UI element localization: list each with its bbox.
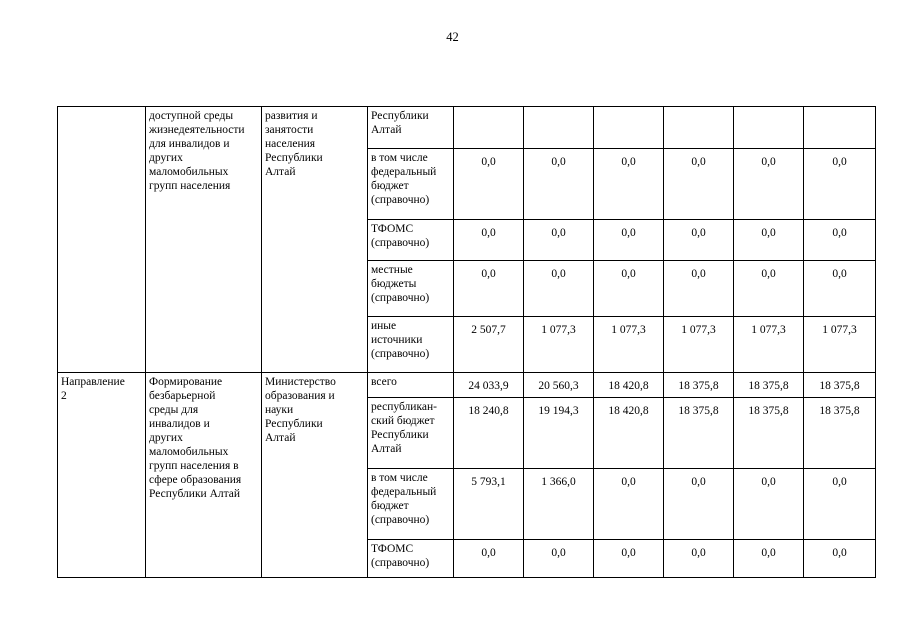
value-cell: 0,0 [454,149,524,220]
cell-line: Министерство [265,376,336,388]
cell-line: Республики [265,152,323,164]
funding-source-cell [368,107,454,149]
funding-source-cell [368,317,454,373]
cell-line: занятости [265,124,314,136]
value-cell: 18 375,8 [664,373,734,398]
cell-line: Республики Алтай [149,488,241,500]
value-cell: 18 375,8 [734,398,804,469]
value-cell: 0,0 [734,469,804,540]
value-cell: 0,0 [664,149,734,220]
value-cell [734,107,804,149]
cell-line: Алтай [371,443,402,455]
value-cell: 2 507,7 [454,317,524,373]
executor-cell [262,373,368,578]
value-cell: 0,0 [664,540,734,578]
cell-line: местные [371,264,413,276]
funding-source-cell [368,149,454,220]
cell-line: Алтай [371,124,402,136]
cell-line: для инвалидов и [149,138,230,150]
value-cell: 1 366,0 [524,469,594,540]
value-cell: 0,0 [664,220,734,261]
value-cell: 1 077,3 [734,317,804,373]
value-cell: 20 560,3 [524,373,594,398]
cell-line: инвалидов и [149,418,210,430]
cell-line: бюджеты [371,278,417,290]
value-cell: 0,0 [734,540,804,578]
value-cell: 1 077,3 [664,317,734,373]
value-cell [664,107,734,149]
value-cell: 0,0 [594,540,664,578]
cell-line: ский бюджет [371,415,435,427]
value-cell: 0,0 [734,220,804,261]
direction-cell [58,373,146,578]
cell-line: (справочно) [371,557,430,569]
value-cell: 0,0 [594,149,664,220]
cell-line: (справочно) [371,348,430,360]
cell-line: бюджет [371,180,409,192]
value-cell: 0,0 [594,261,664,317]
cell-line: населения [265,138,316,150]
cell-line: маломобильных [149,446,229,458]
value-cell: 18 375,8 [804,398,876,469]
cell-line: федеральный [371,166,437,178]
value-cell [594,107,664,149]
value-cell: 0,0 [804,540,876,578]
cell-line: образования и [265,390,335,402]
cell-line: бюджет [371,500,409,512]
value-cell: 18 420,8 [594,373,664,398]
cell-line: в том числе [371,152,428,164]
cell-line: групп населения [149,180,231,192]
value-cell: 0,0 [594,469,664,540]
budget-table [57,106,876,578]
cell-line: (справочно) [371,292,430,304]
cell-line: безбарьерной [149,390,216,402]
funding-source-cell [368,373,454,398]
cell-line: Алтай [265,432,296,444]
value-cell: 0,0 [524,149,594,220]
value-cell: 0,0 [664,469,734,540]
cell-line: маломобильных [149,166,229,178]
value-cell: 0,0 [804,469,876,540]
value-cell: 0,0 [804,149,876,220]
cell-line: 2 [61,390,67,402]
value-cell [524,107,594,149]
funding-source-cell [368,398,454,469]
value-cell: 0,0 [804,261,876,317]
value-cell: 0,0 [454,261,524,317]
value-cell: 0,0 [734,261,804,317]
table-row [58,373,876,398]
funding-source-cell [368,469,454,540]
value-cell: 0,0 [454,220,524,261]
cell-line: сфере образования [149,474,242,486]
value-cell: 19 194,3 [524,398,594,469]
cell-line: ТФОМС [371,223,414,235]
value-cell: 0,0 [594,220,664,261]
value-cell: 18 375,8 [804,373,876,398]
value-cell: 1 077,3 [524,317,594,373]
value-cell: 5 793,1 [454,469,524,540]
cell-line: всего [371,376,397,388]
value-cell: 24 033,9 [454,373,524,398]
cell-line: иные [371,320,397,332]
value-cell [454,107,524,149]
value-cell: 0,0 [664,261,734,317]
cell-line: Республики [371,429,429,441]
cell-line: федеральный [371,486,437,498]
page-number: 42 [446,30,459,44]
funding-source-cell [368,540,454,578]
cell-line: Республики [265,418,323,430]
cell-line: других [149,152,183,164]
funding-source-cell [368,261,454,317]
cell-line: других [149,432,183,444]
cell-line: в том числе [371,472,428,484]
cell-line: Направление [61,376,125,388]
cell-line: Республики [371,110,429,122]
value-cell: 0,0 [454,540,524,578]
cell-line: Формирование [149,376,223,388]
cell-line: ТФОМС [371,543,414,555]
value-cell: 0,0 [524,220,594,261]
value-cell: 18 240,8 [454,398,524,469]
cell-line: (справочно) [371,194,430,206]
executor-cell [262,107,368,373]
measure-cell [146,373,262,578]
cell-line: жизнедеятельности [149,124,245,136]
cell-line: республикан- [371,401,437,413]
value-cell: 0,0 [804,220,876,261]
value-cell [804,107,876,149]
table-body [58,107,876,578]
cell-line: (справочно) [371,514,430,526]
value-cell: 1 077,3 [804,317,876,373]
direction-cell [58,107,146,373]
value-cell: 0,0 [734,149,804,220]
cell-line: групп населения в [149,460,239,472]
cell-line: среды для [149,404,199,416]
cell-line: доступной среды [149,110,234,122]
value-cell: 0,0 [524,261,594,317]
value-cell: 18 375,8 [664,398,734,469]
cell-line: Алтай [265,166,296,178]
value-cell: 0,0 [524,540,594,578]
value-cell: 1 077,3 [594,317,664,373]
cell-line: источники [371,334,423,346]
value-cell: 18 375,8 [734,373,804,398]
funding-source-cell [368,220,454,261]
table-row [58,107,876,149]
cell-line: (справочно) [371,237,430,249]
cell-line: развития и [265,110,318,122]
cell-line: науки [265,404,294,416]
measure-cell [146,107,262,373]
value-cell: 18 420,8 [594,398,664,469]
